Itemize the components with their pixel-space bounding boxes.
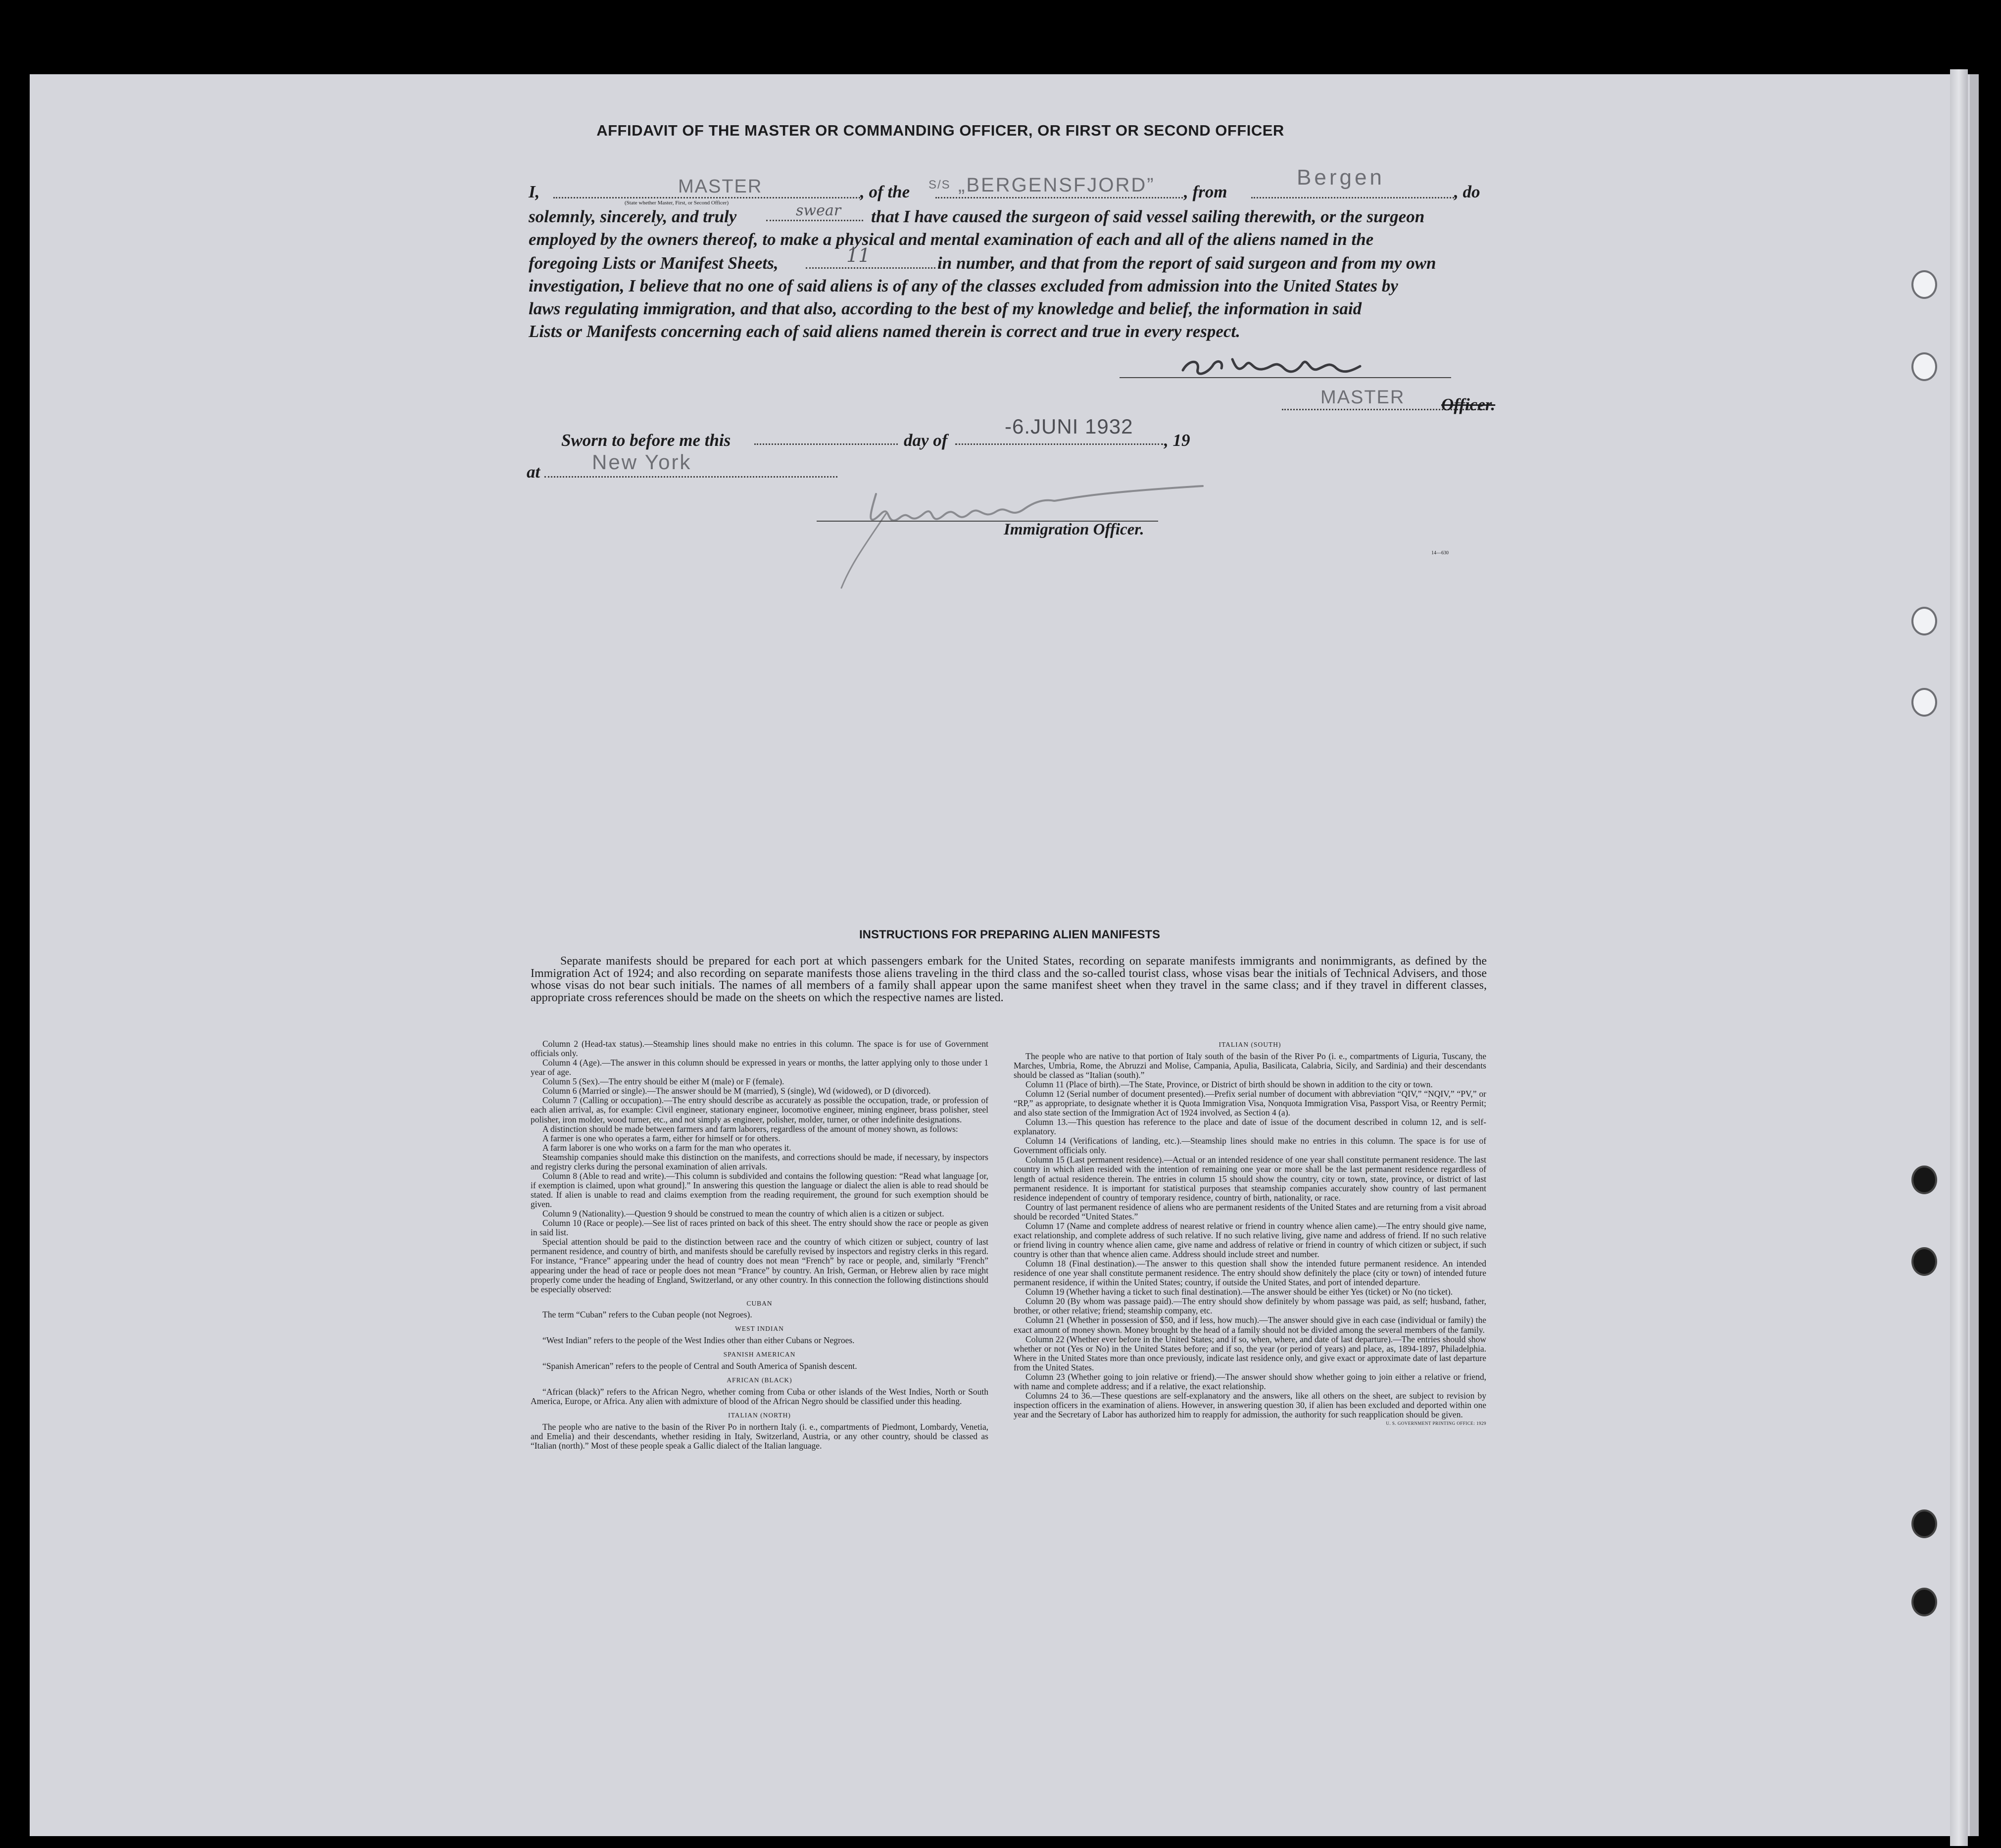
instruction-paragraph: Column 4 (Age).—The answer in this column should be expressed in years or months, the latter applying only to those under 1 year of age. xyxy=(531,1058,988,1077)
sheets-blank xyxy=(806,267,935,269)
instructions-intro: Separate manifests should be prepared for each port at which passengers embark for the United States, recording on separate manifests immigrants and nonimmigrants, as defined by the Immigration Act of 1924; and also recording on separate manifests those aliens traveling in the third class and the so-called tourist class, whose visas bear the initials of Technical Advisers, and those whose visas do not bear such initials. The names of all members of a family shall appear upon the same manifest sheet when they travel in the same class; and if they travel in different classes, appropriate cross references should be made on the sheets on which the respective names are listed. xyxy=(531,955,1487,1005)
instruction-paragraph: “West Indian” refers to the people of the West Indies other than either Cubans or Negroes. xyxy=(542,1335,855,1346)
instruction-paragraph: Column 10 (Race or people).—See list of races printed on back of this sheet. The entry should show the race or people as given in said list. xyxy=(531,1218,988,1238)
master-signature xyxy=(1178,344,1386,384)
signer-rank-stamp: MASTER xyxy=(1320,387,1405,408)
instruction-paragraph: Column 21 (Whether in possession of $50, and if less, how much).—The answer should give in each case (individual or family) the exact amount of money shown. Money brought by the head of a family should not be divided among the several members of the family. xyxy=(1014,1315,1486,1335)
signature-line xyxy=(1120,377,1451,378)
sheet-edge xyxy=(1950,69,1968,1846)
instruction-paragraph: The people who are native to that portion of Italy south of the basin of the River Po (i. e., compartments of Liguria, Tuscany, the Marches, Umbria, Rome, the Abruzzi and Molise, Campania, Apulia, Basilicata, Calabria, Sicily, and Sardinia) and their descendants should be classed as “Italian (south).” xyxy=(1014,1051,1486,1080)
immigration-officer-label: Immigration Officer. xyxy=(1004,521,1144,538)
instruction-paragraph: Column 2 (Head-tax status).—Steamship lines should make no entries in this column. The space is for use of Government officials only. xyxy=(531,1039,988,1059)
binder-hole-1 xyxy=(1911,270,1937,299)
instruction-paragraph: A distinction should be made between farmers and farm laborers, regardless of the amount of money shown, as follows: xyxy=(542,1123,958,1134)
instruction-paragraph: A farm laborer is one who works on a farm for the man who operates it. xyxy=(542,1142,791,1153)
instruction-paragraph: Column 19 (Whether having a ticket to such final destination).—The answer should be either Yes (ticket) or No (no ticket). xyxy=(1025,1287,1453,1297)
printer-imprint: U. S. GOVERNMENT PRINTING OFFICE: 1929 xyxy=(1386,1421,1486,1426)
instruction-paragraph: Columns 24 to 36.—These questions are self-explanatory and the answers, like all others on the sheet, are subject to revision by inspection officers in the examination of aliens. However, in answering question 30, if alien has been excluded and deported within one year and the Secretary of Labor has authorized him to reapply for admission, the authority for such reapplication should be given. xyxy=(1014,1390,1486,1420)
instruction-paragraph: Column 11 (Place of birth).—The State, Province, or District of birth should be shown in addition to the city or town. xyxy=(1025,1079,1433,1089)
instruction-paragraph: Column 5 (Sex).—The entry should be either M (male) or F (female). xyxy=(542,1076,784,1087)
ship-prefix-stamp: S/S xyxy=(928,178,951,192)
affidavit-i: I, xyxy=(529,182,540,201)
instructions-right-column xyxy=(1014,1041,1486,1426)
year-prefix: , 19 xyxy=(1164,431,1190,450)
instruction-paragraph: A farmer is one who operates a farm, either for himself or for others. xyxy=(542,1133,781,1143)
instruction-paragraph: Column 8 (Able to read and write).—This column is subdivided and contains the following question: “Read what language [or, if exemption is claimed, upon what ground].” In answering this question the language or dialect the alien is able to read should be stated. If alien is unable to read and claims exemption from the reading requirement, the ground for such exemption should be given. xyxy=(531,1170,988,1210)
affidavit-line2-end: that I have caused the surgeon of said vessel sailing therewith, or the surgeon xyxy=(871,207,1425,226)
binder-hole-7 xyxy=(1911,1509,1937,1538)
instruction-paragraph: “Spanish American” refers to the people of Central and South America of Spanish descent. xyxy=(542,1361,857,1371)
place-stamp: New York xyxy=(592,450,692,474)
section-heading: CUBAN xyxy=(746,1299,773,1307)
oath-handwriting: swear xyxy=(796,202,841,219)
instruction-paragraph: Column 22 (Whether ever before in the United States; and if so, when, where, and date of last departure).—The entries should show whether or not (Yes or No) in the United States before; and if so, the year (or period of years) and place, as, 1894-1897, Philadelphia. Where in the United States more than once previously, indicate last residence only, and give exact or approximate date of last departure from the United States. xyxy=(1014,1334,1486,1372)
sheets-handwriting: 11 xyxy=(846,244,871,266)
instruction-paragraph: Column 18 (Final destination).—The answer to this question shall show the intended future permanent residence. An intended residence of one year shall constitute permanent residence. The entry should show definitely the place (city or town) of intended future permanent residence, if within the United States; country, if outside the United States, and port of intended departure. xyxy=(1014,1259,1486,1288)
day-blank xyxy=(754,443,898,445)
port-blank xyxy=(1251,197,1454,198)
instruction-paragraph: Column 12 (Serial number of document presented).—Prefix serial number of document with abbreviation “QIV,” “NQIV,” “PV,” or “RP,” as appropriate, to designate whether it is Quota Immigration Visa, Nonquota Immigration Visa, Passport Visa, or Reentry Permit; and also state section of the Immigration Act of 1924 involved, as Section 4 (a). xyxy=(1014,1088,1486,1118)
place-blank xyxy=(544,476,837,478)
from-label: , from xyxy=(1184,182,1227,201)
instruction-paragraph: Column 7 (Calling or occupation).—The entry should describe as accurately as possible the occupation, trade, or profession of each alien arrival, as, for example: Civil engineer, stationary engineer, locomotive engineer, mining engineer, brass polisher, steel polisher, iron molder, wood turner, etc., and not simply as engineer, polisher, molder, turner, or other indefinite designations. xyxy=(531,1095,988,1124)
ship-blank xyxy=(935,197,1183,198)
oath-blank xyxy=(766,220,863,221)
instruction-paragraph: Column 20 (By whom was passage paid).—The entry should show definitely by whom passage was paid, as self; husband, father, brother, or other relative; friend; steamship company, etc. xyxy=(1014,1296,1486,1316)
binder-hole-8 xyxy=(1911,1588,1937,1616)
binder-hole-2 xyxy=(1911,352,1937,381)
instructions-title: INSTRUCTIONS FOR PREPARING ALIEN MANIFESTS xyxy=(859,928,1160,941)
instruction-paragraph: Column 13.—This question has reference to the place and date of issue of the document described in column 12, and is self-explanatory. xyxy=(1014,1117,1486,1137)
affidavit-line3: employed by the owners thereof, to make a physical and mental examination of each and all of the aliens named in the xyxy=(529,230,1374,249)
instruction-paragraph: The term “Cuban” refers to the Cuban people (not Negroes). xyxy=(542,1310,752,1320)
instruction-paragraph: Column 6 (Married or single).—The answer should be M (married), S (single), Wd (widowed), or D (divorced). xyxy=(542,1086,931,1096)
instruction-paragraph: Column 23 (Whether going to join relative or friend).—The answer should show whether going to join either a relative or friend, with name and complete address; and if a relative, the exact relationship. xyxy=(1014,1371,1486,1391)
affidavit-line2-start: solemnly, sincerely, and truly xyxy=(529,207,737,226)
ship-name-stamp: „BERGENSFJORD” xyxy=(958,174,1155,196)
instruction-paragraph: Column 17 (Name and complete address of nearest relative or friend in country whence alien came).—The entry should give name, exact relationship, and complete address of such relative. If no such relative living, give name and address of friend. If no such relative or friend living in country whence alien came, give name and address of relative or friend in country of which citizen or subject, if such country is other than that whence alien came. Address should include street and number. xyxy=(1014,1220,1486,1260)
instruction-paragraph: Column 9 (Nationality).—Question 9 should be construed to mean the country of which alien is a citizen or subject. xyxy=(542,1209,944,1219)
rank-stamp: MASTER xyxy=(678,176,763,197)
section-heading: SPANISH AMERICAN xyxy=(723,1351,796,1359)
binder-hole-5 xyxy=(1911,1166,1937,1194)
date-blank xyxy=(955,443,1163,445)
affidavit-line5: investigation, I believe that no one of said aliens is of any of the classes excluded from admission into the United States by xyxy=(529,276,1398,295)
form-number: 14—630 xyxy=(1431,550,1449,556)
do-label: , do xyxy=(1454,182,1480,201)
date-stamp: -6.JUNI 1932 xyxy=(1005,415,1133,438)
affidavit-line4-start: foregoing Lists or Manifest Sheets, xyxy=(529,253,779,273)
instruction-paragraph: “African (black)” refers to the African Negro, whether coming from Cuba or other islands of the West Indies, North or South America, Europe, or Africa. Any alien with admixture of blood of the African Negro should be classified under this heading. xyxy=(531,1386,988,1406)
sworn-label: Sworn to before me this xyxy=(561,431,731,450)
section-heading: AFRICAN (BLACK) xyxy=(727,1376,792,1384)
instruction-paragraph: Steamship companies should make this distinction on the manifests, and corrections should be made, if necessary, by inspectors and registry clerks during the personal examination of alien arrivals. xyxy=(531,1152,988,1171)
port-stamp: Bergen xyxy=(1297,165,1385,190)
rank-hint: (State whether Master, First, or Second Officer) xyxy=(625,200,729,206)
at-label: at xyxy=(527,462,540,482)
instruction-paragraph: Column 15 (Last permanent residence).—Actual or an intended residence of one year shall constitute permanent residence. The last country in which alien resided with the intention of remaining one year or more shall be the last permanent residence regardless of length of actual residence therein. The entries in column 15 should show the country, city or town, state, province, or district of last permanent residence. It is important for statistical purposes that steamship companies accurately show country of last permanent residence independent of country of temporary residence, country of birth, nationality, or race. xyxy=(1014,1155,1486,1203)
section-heading: ITALIAN (NORTH) xyxy=(728,1411,791,1419)
instructions-left-column xyxy=(531,1039,988,1451)
day-of-label: day of xyxy=(904,431,948,450)
binder-hole-4 xyxy=(1911,688,1937,717)
binder-hole-6 xyxy=(1911,1247,1937,1276)
instruction-paragraph: The people who are native to the basin of the River Po in northern Italy (i. e., compartments of Piedmont, Lombardy, Venetia, and Emelia) and their descendants, whether residing in Italy, Switzerland, Austria, or any other country, should be classed as “Italian (north).” Most of these people speak a Gallic dialect of the Italian language. xyxy=(531,1421,988,1451)
affidavit-line6: laws regulating immigration, and that also, according to the best of my knowledge and belief, the information in said xyxy=(529,299,1362,318)
binder-hole-3 xyxy=(1911,607,1937,635)
affidavit-title: AFFIDAVIT OF THE MASTER OR COMMANDING OFFICER, OR FIRST OR SECOND OFFICER xyxy=(596,122,1284,139)
officer-word: Officer. xyxy=(1441,395,1496,414)
instruction-paragraph: Special attention should be paid to the distinction between race and the country of which citizen or subject, country of last permanent residence, and country of birth, and manifests should be carefully revised by inspectors and registry clerks in this regard. For instance, “France” appearing under the head of country does not mean “French” by race or people, and, similarly “French” appearing under the head of race or people does not mean “France” by country. An Irish, German, or Hebrew alien by race might properly come under the heading of England, Switzerland, or any other country. In this connection the following distinctions should be especially observed: xyxy=(531,1237,988,1294)
affidavit-line7: Lists or Manifests concerning each of said aliens named therein is correct and true in every respect. xyxy=(529,322,1240,341)
affidavit-line4-end: in number, and that from the report of said surgeon and from my own xyxy=(937,253,1436,273)
of-the-label: , of the xyxy=(860,182,910,201)
instruction-paragraph: Column 14 (Verifications of landing, etc.).—Steamship lines should make no entries in this column. The space is for use of Government officials only. xyxy=(1014,1136,1486,1156)
section-heading: WEST INDIAN xyxy=(735,1325,784,1333)
instruction-paragraph: Country of last permanent residence of aliens who are permanent residents of the United States and are returning from a visit abroad should be recorded “United States.” xyxy=(1014,1202,1486,1221)
section-heading: ITALIAN (SOUTH) xyxy=(1219,1041,1281,1048)
